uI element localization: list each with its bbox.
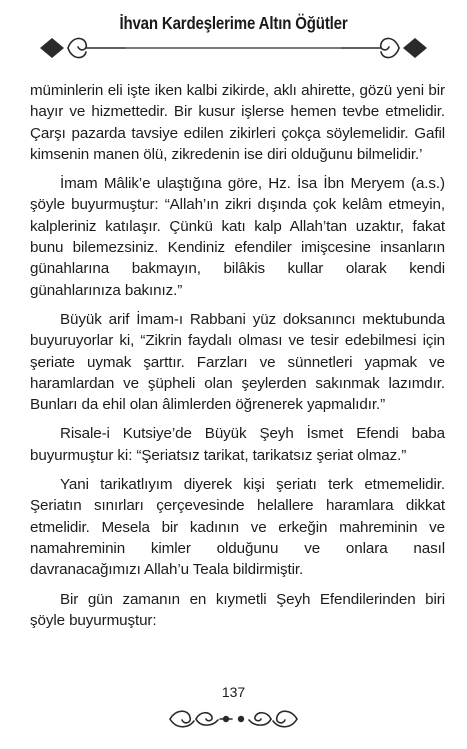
- scroll-ornament-icon: [0, 704, 467, 734]
- paragraph: Yani tarikatlıyım diyerek kişi şeriatı terk etmemelidir. Şeriatın sınırları çerçevesinde helallere haramlara dikkat etmelidir. Mesela bir kadının ve erkeğin mahreminin ve namahreminin kimler olduğunu ve onlara nasıl davranacağımızı Allah’u Teala bildirmiştir.: [30, 476, 445, 579]
- flourish-divider-icon: [0, 30, 467, 66]
- paragraph: İmam Mâlik’e ulaştığına göre, Hz. İsa İbn Meryem (a.s.) şöyle buyurmuştur: “Allah’ın zikri dışında çok kelâm etmeyin, kalpleriniz katılaşır. Çünkü katı kalp Allah’tan uzaktır, fakat bunu bilemezsiniz. Kendiniz efendiler imişcesine insanların günahlarına bakmayın, bilâkis kullar olarak kendi günahlarınıza bakınız.”: [30, 175, 445, 299]
- running-title: İhvan Kardeşlerime Altın Öğütler: [119, 13, 348, 33]
- paragraph: Bir gün zamanın en kıymetli Şeyh Efendilerinden biri şöyle buyurmuştur:: [30, 590, 445, 629]
- paragraph: Risale-i Kutsiye’de Büyük Şeyh İsmet Efendi baba buyurmuştur ki: “Şeriatsız tarikat, tarikatsız şeriat olmaz.”: [30, 425, 445, 464]
- paragraph: müminlerin eli işte iken kalbi zikirde, aklı ahirette, gözü yeni bir hayır ve hizmettedir. Bir kusur işlerse hemen tevbe etmelidir. Çarşı pazarda tavsiye edilen zikirleri çokça söylemelidir. Gafil kimsenin manen ölü, zikredenin ise diri olduğunu bilmelidir.’: [30, 82, 445, 163]
- body-text: [30, 80, 445, 639]
- page-number: 137: [221, 684, 246, 700]
- paragraph: Büyük arif İmam-ı Rabbani yüz doksanıncı mektubunda buyuruyorlar ki, “Zikrin faydalı olması ve tesir edebilmesi için şeriate uymak şarttır. Farzları ve sünnetleri yapmak ve haramlardan ve şüpheli olan şeylerden sakınmak lazımdır. Bunları da ehil olan âlimlerden öğrenerek yapmalıdır.”: [30, 310, 445, 414]
- page-header: [0, 0, 467, 72]
